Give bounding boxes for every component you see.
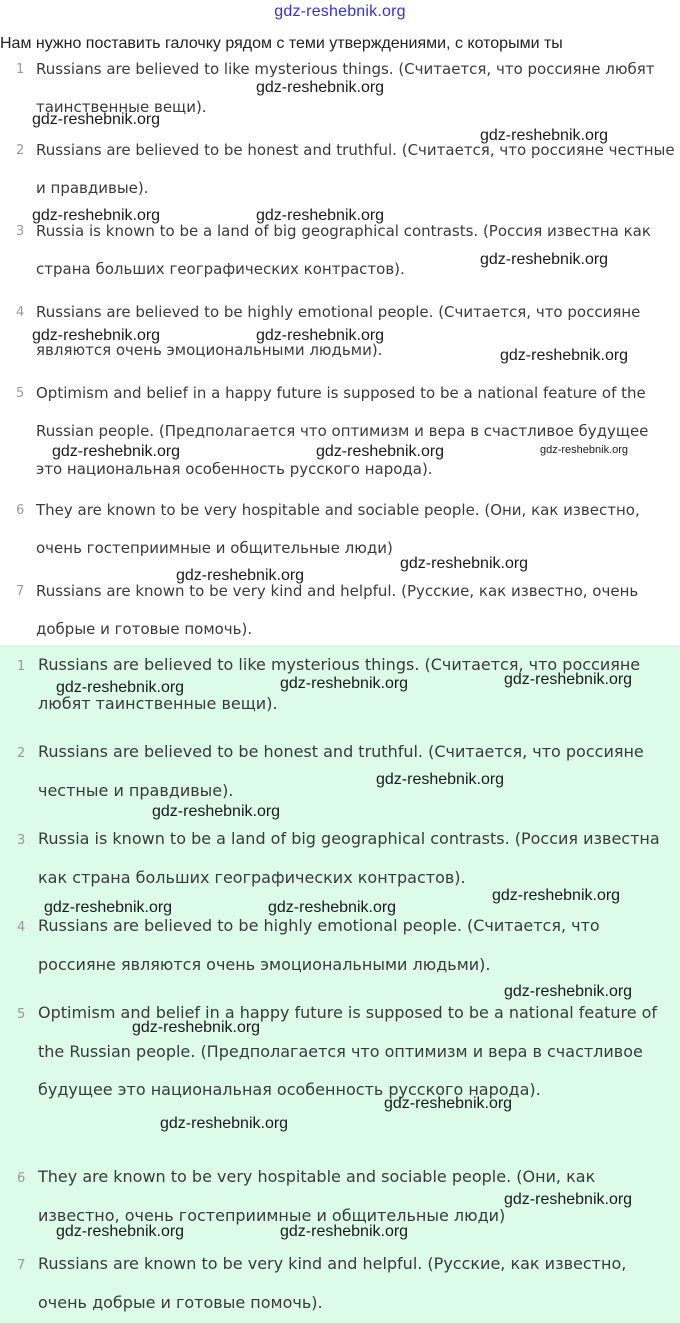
watermark: gdz-reshebnik.org <box>504 983 633 1000</box>
item-text: Russians are known to be very kind and helpful. (Русские, как известно, очень добрые и готовые помочь). <box>36 582 639 638</box>
watermark: gdz-reshebnik.org <box>480 251 609 268</box>
intro-text: Нам нужно поставить галочку рядом с теми утверждениями, с которыми ты <box>0 35 563 52</box>
watermark: gdz-reshebnik.org <box>56 679 185 696</box>
item-number: 7 <box>17 1258 26 1273</box>
watermark: gdz-reshebnik.org <box>540 444 629 456</box>
watermark: gdz-reshebnik.org <box>400 555 529 572</box>
item-number: 4 <box>16 305 25 320</box>
item-number: 4 <box>17 920 26 935</box>
watermark: gdz-reshebnik.org <box>376 771 505 788</box>
watermark: gdz-reshebnik.org <box>160 1115 289 1132</box>
watermark: gdz-reshebnik.org <box>44 899 173 916</box>
item-text: They are known to be very hospitable and sociable people. (Они, как известно, очень гостеприимные и общительные люди) <box>36 501 640 557</box>
watermark: gdz-reshebnik.org <box>280 1223 409 1240</box>
watermark: gdz-reshebnik.org <box>176 567 305 584</box>
item-number: 2 <box>17 746 26 761</box>
item-text: Russia is known to be a land of big geographical contrasts. (Россия известна как страна больших географических контрастов). <box>36 222 651 278</box>
watermark: gdz-reshebnik.org <box>384 1095 513 1112</box>
item-number: 3 <box>17 833 26 848</box>
watermark: gdz-reshebnik.org <box>32 111 161 128</box>
item-text: Russia is known to be a land of big geographical contrasts. (Россия известна как страна больших географических контрастов). <box>38 829 660 887</box>
watermark: gdz-reshebnik.org <box>32 327 161 344</box>
watermark: gdz-reshebnik.org <box>256 207 385 224</box>
item-text: Optimism and belief in a happy future is supposed to be a national feature of the Russian people. (Предполагается что оптимизм и вера в счастливое будущее это национальная особенность русского народа). <box>38 1003 658 1099</box>
item-number: 3 <box>16 224 25 239</box>
watermark: gdz-reshebnik.org <box>480 127 609 144</box>
watermark: gdz-reshebnik.org <box>500 347 629 364</box>
item-number: 6 <box>17 1171 26 1186</box>
site-header-link[interactable]: gdz-reshebnik.org <box>274 3 406 20</box>
watermark: gdz-reshebnik.org <box>52 443 181 460</box>
item-text: Russians are believed to be honest and truthful. (Считается, что россияне честные и правдивые). <box>36 141 675 197</box>
item-text: They are known to be very hospitable and sociable people. (Они, как известно, очень гостеприимные и общительные люди) <box>38 1167 596 1225</box>
watermark: gdz-reshebnik.org <box>256 79 385 96</box>
watermark: gdz-reshebnik.org <box>280 675 409 692</box>
watermark: gdz-reshebnik.org <box>316 443 445 460</box>
item-number: 1 <box>16 62 25 77</box>
watermark: gdz-reshebnik.org <box>492 887 621 904</box>
item-number: 2 <box>16 143 25 158</box>
watermark: gdz-reshebnik.org <box>268 899 397 916</box>
item-number: 6 <box>16 503 25 518</box>
item-number: 1 <box>17 659 26 674</box>
watermark: gdz-reshebnik.org <box>504 1191 633 1208</box>
item-text: Russians are known to be very kind and helpful. (Русские, как известно, очень добрые и готовые помочь). <box>38 1254 627 1312</box>
item-text: Optimism and belief in a happy future is supposed to be a national feature of the Russian people. (Предполагается что оптимизм и вера в счастливое будущее это национальная особенность русского народа). <box>36 384 649 478</box>
item-text: Russians are believed to be highly emotional people. (Считается, что россияне являются очень эмоциональными людьми). <box>36 303 641 359</box>
watermark: gdz-reshebnik.org <box>32 207 161 224</box>
watermark: gdz-reshebnik.org <box>152 803 281 820</box>
item-text: Russians are believed to like mysterious things. (Считается, что россияне любят таинственные вещи). <box>38 655 641 713</box>
watermark: gdz-reshebnik.org <box>504 671 633 688</box>
watermark: gdz-reshebnik.org <box>132 1019 261 1036</box>
item-number: 7 <box>16 584 25 599</box>
watermark: gdz-reshebnik.org <box>56 1223 185 1240</box>
item-number: 5 <box>17 1007 26 1022</box>
item-text: Russians are believed to be highly emotional people. (Считается, что россияне являются очень эмоциональными людьми). <box>38 916 600 974</box>
item-number: 5 <box>16 386 25 401</box>
item-text: Russians are believed to like mysterious things. (Считается, что россияне любят таинственные вещи). <box>36 60 655 116</box>
item-text: Russians are believed to be honest and truthful. (Считается, что россияне честные и правдивые). <box>38 742 644 800</box>
watermark: gdz-reshebnik.org <box>256 327 385 344</box>
